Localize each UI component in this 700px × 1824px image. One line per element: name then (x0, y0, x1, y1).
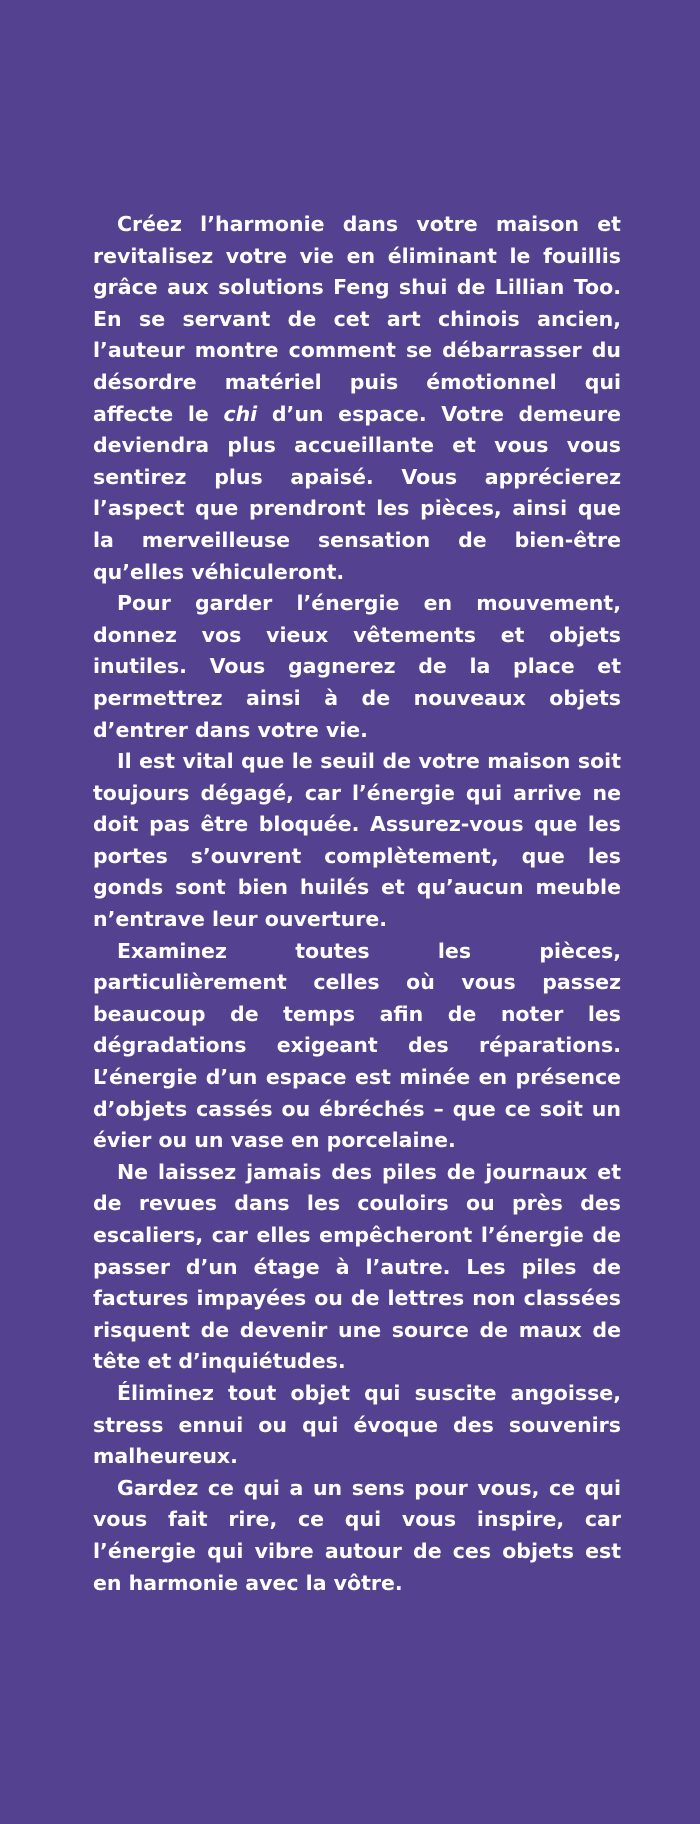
paragraph-intro (93, 209, 621, 588)
paragraph-intro-start: Créez l’harmonie dans votre maison et revitalisez votre vie en éliminant le fouillis grâce aux solutions Feng shui de Lillian Too. En se servant de cet art chinois ancien, l’auteur montre comment se débarrasser du désordre matériel puis émotionnel qui affecte le (93, 212, 621, 426)
paragraph-threshold: Il est vital que le seuil de votre maison soit toujours dégagé, car l’énergie qui arrive ne doit pas être bloquée. Assurez-vous que les portes s’ouvrent complètement, que les gonds sont bien huilés et qu’aucun meuble n’entrave leur ouverture. (93, 749, 621, 932)
paragraph-piles: Ne laissez jamais des piles de journaux et de revues dans les couloirs ou près des escaliers, car elles empêcheront l’énergie de passer d’un étage à l’autre. Les piles de factures impayées ou de lettres non classées risquent de devenir une source de maux de tête et d’inquiétudes. (93, 1159, 621, 1374)
paragraph-intro-end: d’un espace. Votre demeure deviendra plus accueillante et vous vous sentirez plus apaisé. Vous apprécierez l’aspect que prendront les pièces, ainsi que la merveilleuse sensation de bien-être qu’elles véhiculeront. (93, 401, 622, 584)
chi-term: chi (223, 401, 258, 426)
paragraph-keep: Gardez ce qui a un sens pour vous, ce qui vous fait rire, ce qui vous inspire, car l’énergie qui vibre autour de ces objets est en harmonie avec la vôtre. (93, 1475, 621, 1595)
back-cover-text (93, 209, 621, 1599)
paragraph-eliminate: Éliminez tout objet qui suscite angoisse, stress ennui ou qui évoque des souvenirs malheureux. (93, 1380, 621, 1469)
paragraph-energy-movement: Pour garder l’énergie en mouvement, donnez vos vieux vêtements et objets inutiles. Vous gagnerez de la place et permettrez ainsi à de nouveaux objets d’entrer dans votre vie. (93, 591, 621, 742)
paragraph-repairs: Examinez toutes les pièces, particulièrement celles où vous passez beaucoup de temps afin de noter les dégradations exigeant des réparations. L’énergie d’un espace est minée en présence d’objets cassés ou ébréchés – que ce soit un évier ou un vase en porcelaine. (93, 938, 621, 1153)
